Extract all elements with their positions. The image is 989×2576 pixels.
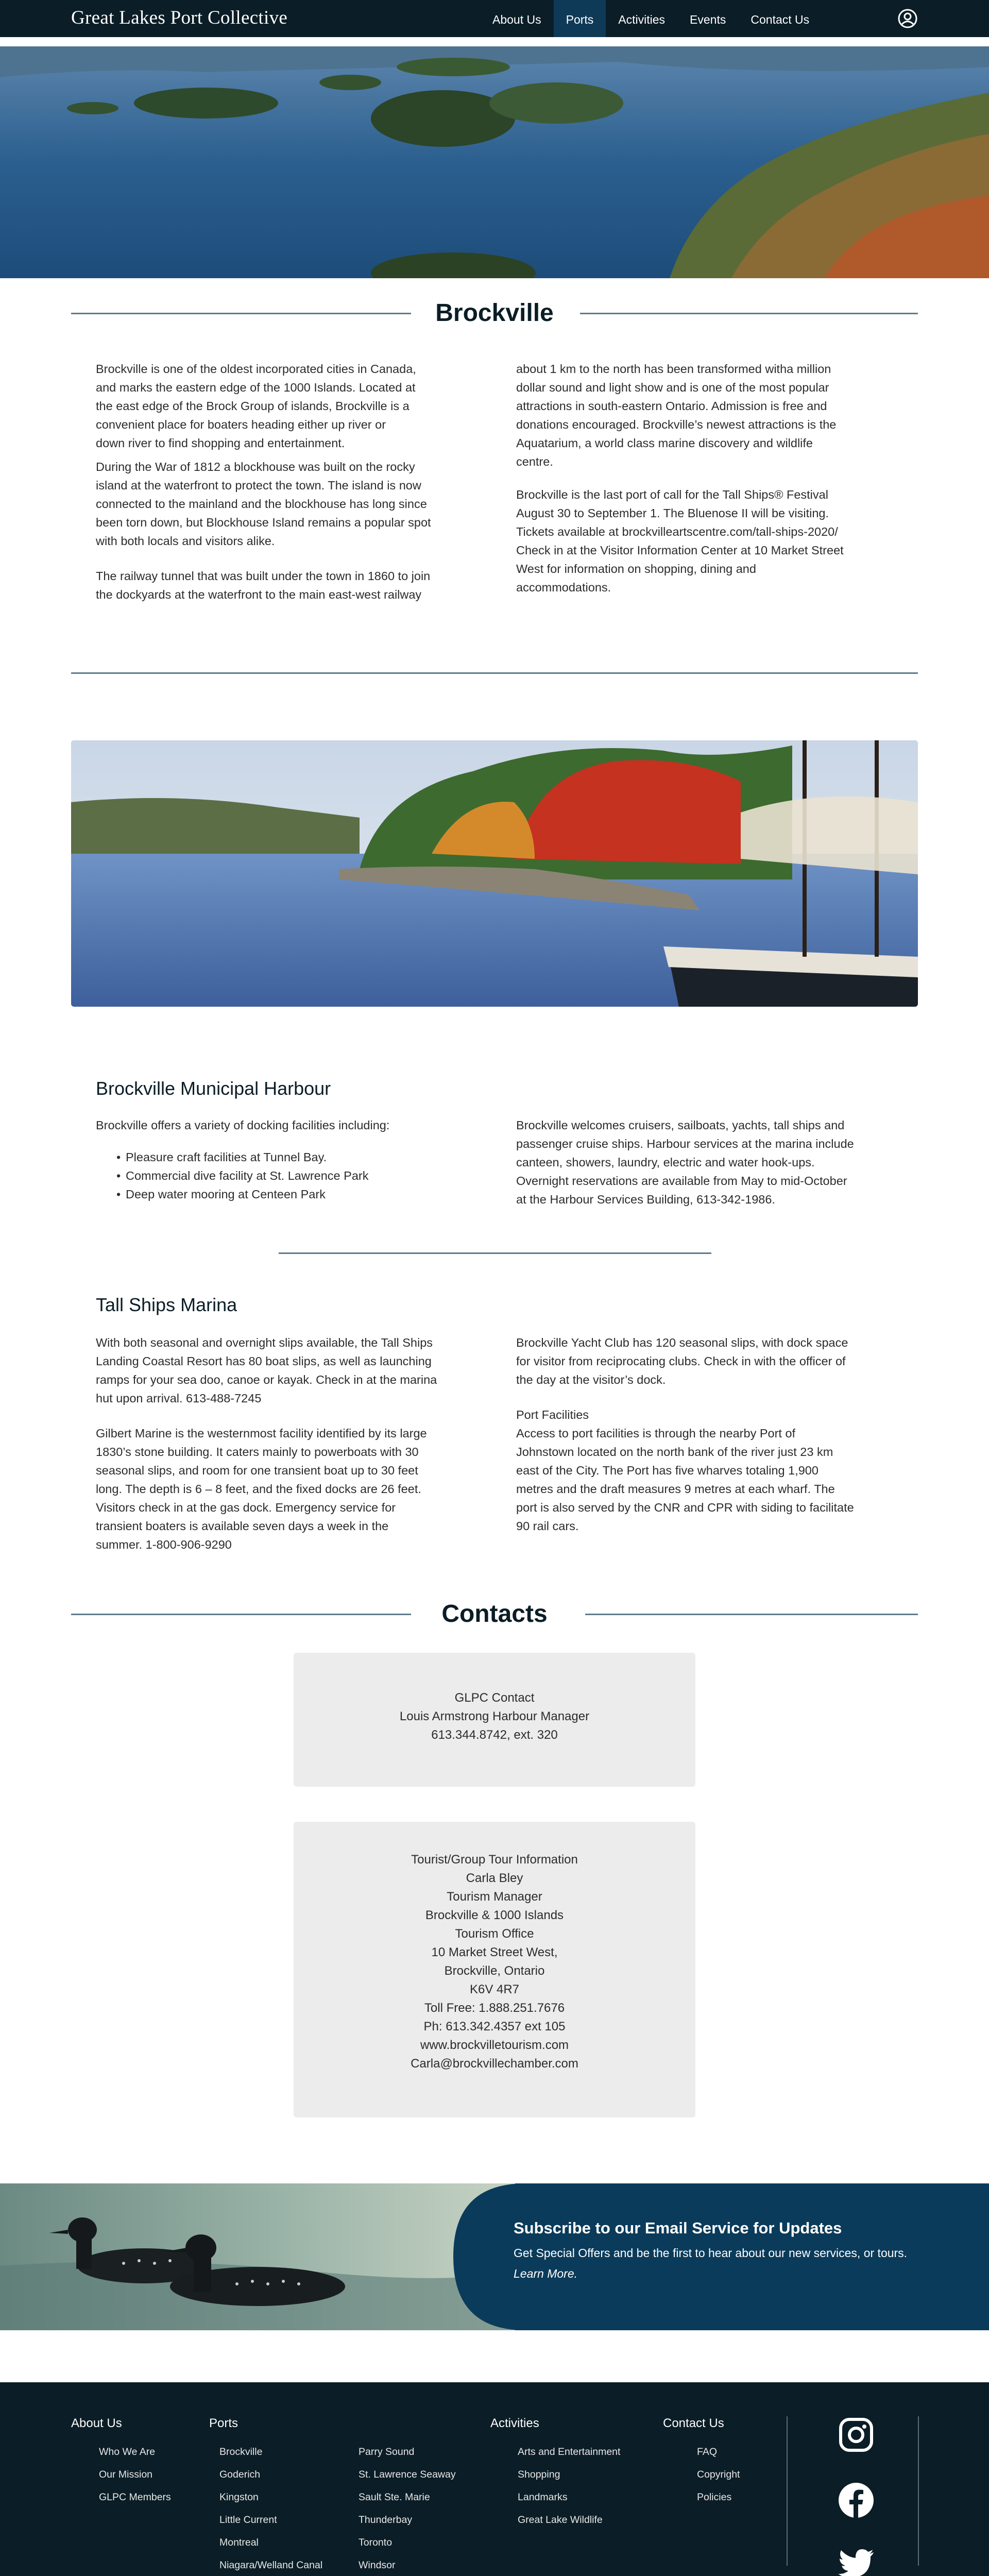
harbour-left-column	[96, 1116, 487, 1204]
marina-paragraph	[96, 1424, 498, 1554]
marina-right-column	[516, 1333, 918, 1535]
footer-link[interactable]: Brockville	[219, 2446, 263, 2458]
text-line: Landing Coastal Resort has 80 boat slips, as well as launching	[96, 1354, 432, 1368]
footer-contact-heading[interactable]: Contact Us	[663, 2416, 724, 2430]
glpc-contact-card	[294, 1653, 695, 1787]
footer-link[interactable]: Windsor	[359, 2560, 396, 2571]
text-line: centre.	[516, 455, 553, 468]
footer-divider	[918, 2416, 919, 2566]
list-item: • Pleasure craft facilities at Tunnel Bay.	[116, 1148, 487, 1166]
nav-about-us[interactable]: About Us	[492, 13, 541, 26]
text-line: ramps for your sea doo, canoe or kayak. Check in at the marina	[96, 1373, 437, 1386]
footer-link[interactable]: Shopping	[518, 2469, 560, 2480]
footer-link[interactable]: GLPC Members	[99, 2492, 171, 2503]
footer-link[interactable]: Arts and Entertainment	[518, 2446, 621, 2458]
harbour-tall-ship-image	[71, 740, 918, 1007]
footer-ports-heading[interactable]: Ports	[209, 2416, 238, 2430]
text-line: about 1 km to the north has been transformed witha million	[516, 362, 831, 376]
tourism-website-link[interactable]: www.brockvilletourism.com	[420, 2038, 569, 2052]
footer-link[interactable]: Thunderbay	[359, 2514, 413, 2526]
text-line: Brockville Yacht Club has 120 seasonal slips, with dock space	[516, 1336, 848, 1349]
site-footer	[0, 2382, 989, 2576]
marina-paragraph	[516, 1333, 918, 1389]
section-divider	[279, 1252, 711, 1254]
text-line: transient boaters is available seven days a week in the	[96, 1519, 389, 1533]
marina-paragraph	[96, 1333, 498, 1408]
footer-divider	[787, 2416, 788, 2566]
text-line: Tickets available at brockvilleartscentre.com/tall-ships-2020/	[516, 525, 838, 538]
text-line: Gilbert Marine is the westernmost facility identified by its large	[96, 1427, 427, 1440]
text-line: The railway tunnel that was built under the town in 1860 to join	[96, 569, 431, 583]
card-line: Tourist/Group Tour Information	[411, 1853, 578, 1867]
card-line: Brockville, Ontario	[444, 1964, 545, 1978]
footer-link[interactable]: Little Current	[219, 2514, 277, 2526]
learn-more-link[interactable]: Learn More.	[514, 2267, 578, 2280]
harbour-facilities-list	[116, 1148, 487, 1204]
contacts-heading-row	[71, 1596, 918, 1632]
card-line: 613.344.8742, ext. 320	[431, 1728, 558, 1742]
top-navigation	[0, 0, 989, 37]
text-line: the dockyards at the waterfront to the main east-west railway	[96, 588, 422, 601]
text-line: Access to port facilities is through the nearby Port of	[516, 1427, 796, 1440]
list-item: • Deep water mooring at Centeen Park	[116, 1185, 487, 1204]
intro-paragraph	[516, 485, 908, 597]
text-line: with both locals and visitors alike.	[96, 534, 275, 548]
card-line: Louis Armstrong Harbour Manager	[399, 1709, 590, 1723]
subscribe-banner	[0, 2183, 989, 2330]
text-line: Check in at the Visitor Information Center at 10 Market Street	[516, 544, 844, 557]
footer-link[interactable]: Goderich	[219, 2469, 261, 2480]
harbour-lead: Brockville offers a variety of docking facilities including:	[96, 1118, 390, 1132]
footer-link[interactable]: Sault Ste. Marie	[359, 2492, 430, 2503]
text-line: connected to the mainland and the blockhouse has long since	[96, 497, 427, 511]
section-divider	[71, 672, 918, 674]
brockville-heading-row	[71, 295, 918, 331]
marina-heading: Tall Ships Marina	[96, 1294, 237, 1315]
text-line: 1830’s stone building. It caters mainly to powerboats with 30	[96, 1445, 419, 1459]
footer-link[interactable]: Who We Are	[99, 2446, 156, 2458]
footer-link[interactable]: Niagara/Welland Canal	[219, 2560, 323, 2571]
marina-paragraph	[516, 1405, 918, 1535]
card-line: Tourism Manager	[447, 1890, 542, 1904]
text-line: Aquatarium, a world class marine discovery and wildlife	[516, 436, 813, 450]
text-line: the day at the visitor’s dock.	[516, 1373, 666, 1386]
page-title: Brockville	[435, 299, 554, 327]
text-line: for visitor from reciprocating clubs. Check in with the officer of	[516, 1354, 846, 1368]
text-line: summer. 1-800-906-9290	[96, 1538, 232, 1551]
hero-aerial-islands-image	[0, 46, 989, 278]
text-line: August 30 to September 1. The Bluenose II will be visiting.	[516, 506, 829, 520]
site-brand[interactable]: Great Lakes Port Collective	[71, 7, 288, 28]
card-line: GLPC Contact	[454, 1691, 535, 1705]
marina-left-column	[96, 1333, 498, 1554]
text-line: Visitors check in at the gas dock. Emergency service for	[96, 1501, 396, 1514]
footer-link[interactable]: Our Mission	[99, 2469, 153, 2480]
text-line: been torn down, but Blockhouse Island remains a popular spot	[96, 516, 431, 529]
text-line: Brockville welcomes cruisers, sailboats, yachts, tall ships and	[516, 1118, 845, 1132]
card-line: Tourism Office	[455, 1927, 534, 1941]
intro-paragraph	[96, 360, 487, 452]
intro-paragraph	[516, 360, 908, 471]
text-line: the east edge of the Brock Group of islands, Brockville is a	[96, 399, 410, 413]
intro-right-column	[516, 360, 908, 597]
instagram-icon[interactable]	[838, 2416, 875, 2453]
text-line: dollar sound and light show and is one of the most popular	[516, 381, 829, 394]
text-line: canteen, showers, laundry, electric and water hook-ups.	[516, 1156, 815, 1169]
user-circle-icon[interactable]	[897, 8, 918, 29]
card-line: K6V 4R7	[469, 1982, 520, 1996]
text-line: With both seasonal and overnight slips available, the Tall Ships	[96, 1336, 433, 1349]
footer-activities-heading[interactable]: Activities	[490, 2416, 539, 2430]
text-line: passenger cruise ships. Harbour services at the marina include	[516, 1137, 854, 1150]
text-line: island at the waterfront to protect the town. The island is now	[96, 479, 421, 492]
harbour-heading: Brockville Municipal Harbour	[96, 1078, 331, 1099]
text-line: seasonal slips, and room for one transient boat up to 30 feet	[96, 1464, 418, 1477]
card-line: Brockville & 1000 Islands	[425, 1908, 564, 1922]
text-line: 90 rail cars.	[516, 1519, 579, 1533]
footer-link[interactable]: Great Lake Wildlife	[518, 2514, 603, 2526]
text-line: port is also served by the CNR and CPR with siding to facilitate	[516, 1501, 854, 1514]
text-line: West for information on shopping, dining and	[516, 562, 756, 575]
list-item: • Commercial dive facility at St. Lawrence Park	[116, 1166, 487, 1185]
footer-link[interactable]: FAQ	[697, 2446, 718, 2458]
nav-ports[interactable]: Ports	[554, 0, 606, 37]
card-line: Toll Free: 1.888.251.7676	[424, 2001, 565, 2015]
footer-link[interactable]: Parry Sound	[359, 2446, 415, 2458]
card-line: 10 Market Street West,	[431, 1945, 558, 1959]
footer-link[interactable]: Copyright	[697, 2469, 740, 2480]
text-line: at the Harbour Services Building, 613-342-1986.	[516, 1193, 775, 1206]
footer-link[interactable]: St. Lawrence Seaway	[359, 2469, 456, 2480]
contacts-heading: Contacts	[441, 1600, 548, 1628]
footer-link[interactable]: Landmarks	[518, 2492, 568, 2503]
footer-link[interactable]: Policies	[697, 2492, 732, 2503]
nav-activities[interactable]: Activities	[618, 13, 666, 26]
text-line: metres and the draft measures 9 metres at each wharf. The	[516, 1482, 835, 1496]
intro-left-column	[96, 360, 487, 604]
text-line: long. The depth is 6 – 8 feet, and the fixed docks are 26 feet.	[96, 1482, 421, 1496]
subscribe-text: Get Special Offers and be the first to hear about our new services, or tours.	[514, 2246, 908, 2260]
nav-contact-us[interactable]: Contact Us	[751, 13, 810, 26]
text-line: attractions in south-eastern Ontario. Admission is free and	[516, 399, 827, 413]
text-line: hut upon arrival. 613-488-7245	[96, 1392, 262, 1405]
tourism-contact-card	[294, 1822, 695, 2117]
text-line: east of the City. The Port has five wharves totaling 1,900	[516, 1464, 819, 1477]
nav-events[interactable]: Events	[690, 13, 726, 26]
intro-paragraph	[96, 567, 487, 604]
tourism-email-link[interactable]: Carla@brockvillechamber.com	[411, 2057, 578, 2071]
text-line: accommodations.	[516, 581, 611, 594]
text-line: Johnstown located on the north bank of the river just 23 km	[516, 1445, 833, 1459]
text-line: Brockville is one of the oldest incorporated cities in Canada,	[96, 362, 416, 376]
card-line: Carla Bley	[466, 1871, 523, 1885]
text-line: donations encouraged. Brockville’s newest attractions is the	[516, 418, 837, 431]
footer-about-heading[interactable]: About Us	[71, 2416, 122, 2430]
text-line: During the War of 1812 a blockhouse was built on the rocky	[96, 460, 415, 473]
text-line: down river to find shopping and entertainment.	[96, 436, 345, 450]
card-line: Ph: 613.342.4357 ext 105	[423, 2020, 566, 2033]
main-menu	[480, 0, 822, 37]
footer-link[interactable]: Montreal	[219, 2537, 259, 2548]
port-facilities-label: Port Facilities	[516, 1408, 589, 1421]
subscribe-title: Subscribe to our Email Service for Updates	[514, 2219, 842, 2237]
text-line: Brockville is the last port of call for the Tall Ships® Festival	[516, 488, 828, 501]
text-line: convenient place for boaters heading either up river or	[96, 418, 386, 431]
text-line: Overnight reservations are available from May to mid-October	[516, 1174, 847, 1188]
text-line: and marks the eastern edge of the 1000 Islands. Located at	[96, 381, 416, 394]
intro-paragraph	[96, 457, 487, 550]
facebook-icon[interactable]	[838, 2482, 875, 2519]
twitter-icon[interactable]	[838, 2548, 875, 2576]
footer-link[interactable]: Kingston	[219, 2492, 259, 2503]
footer-link[interactable]: Toronto	[359, 2537, 393, 2548]
harbour-right-column	[516, 1116, 918, 1209]
